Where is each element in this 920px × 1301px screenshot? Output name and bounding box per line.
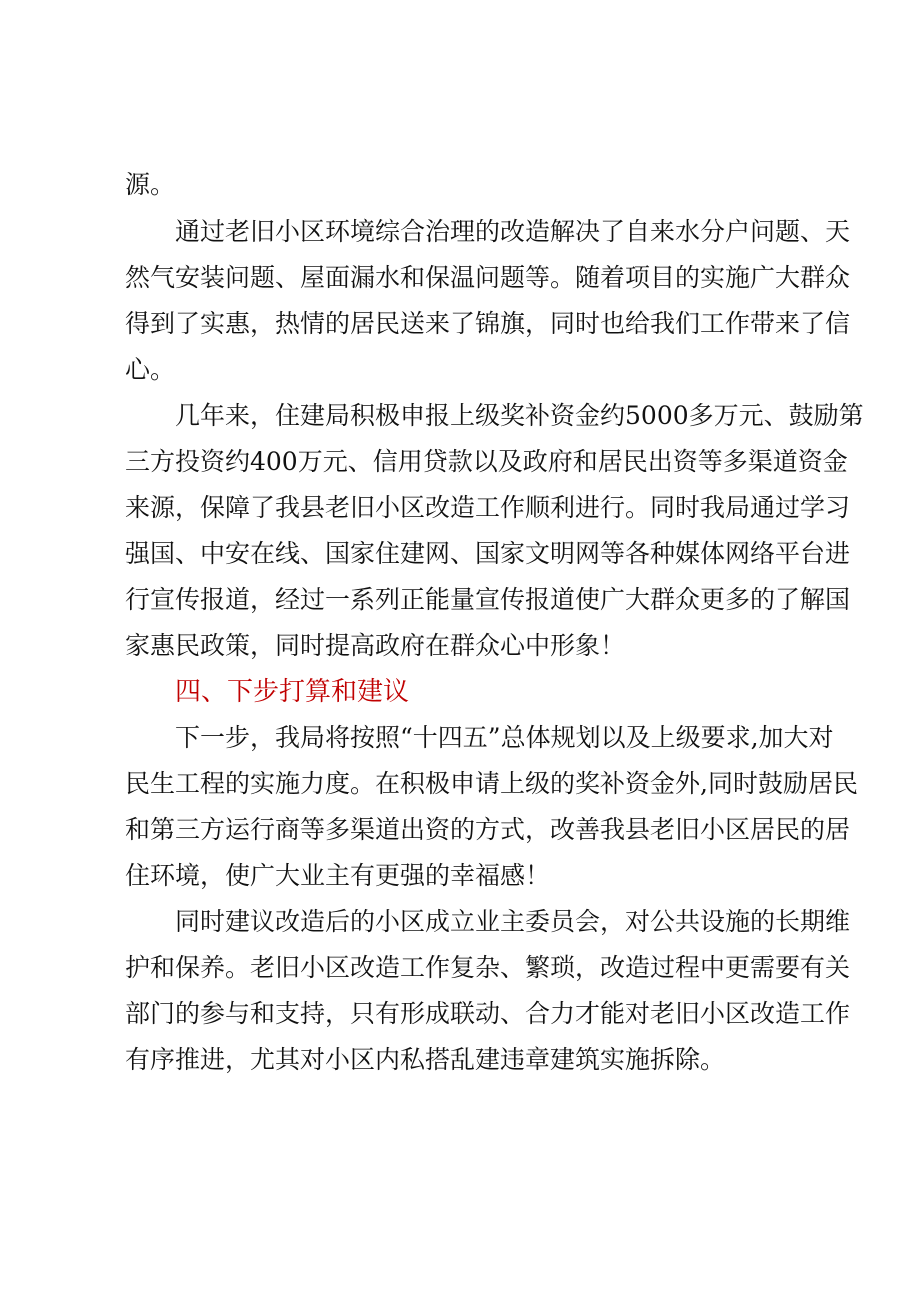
paragraph-line: 强国、中安在线、国家住建网、国家文明网等各种媒体网络平台进 (125, 539, 851, 568)
paragraph-line: 住环境，使广大业主有更强的幸福感！ (125, 861, 551, 890)
paragraph-line: 下一步，我局将按照“十四五”总体规划以及上级要求,加大对 (175, 723, 834, 752)
paragraph-line: 然气安装问题、屋面漏水和保温问题等。随着项目的实施广大群众 (125, 263, 851, 292)
paragraph-line: 和第三方运行商等多渠道出资的方式，改善我县老旧小区居民的居 (125, 815, 851, 844)
paragraph-line: 同时建议改造后的小区成立业主委员会，对公共设施的长期维 (175, 907, 851, 936)
paragraph-line: 几年来，住建局积极申报上级奖补资金约5000多万元、鼓励第 (175, 401, 864, 430)
paragraph-line: 来源，保障了我县老旧小区改造工作顺利进行。同时我局通过学习 (125, 493, 851, 522)
section-heading: 四、下步打算和建议 (175, 677, 410, 707)
paragraph-line: 源。 (125, 170, 176, 199)
paragraph-line: 三方投资约400万元、信用贷款以及政府和居民出资等多渠道资金 (125, 447, 848, 476)
paragraph-line: 护和保养。老旧小区改造工作复杂、繁琐，改造过程中更需要有关 (125, 953, 851, 982)
paragraph-line: 民生工程的实施力度。在积极申请上级的奖补资金外,同时鼓励居民 (125, 769, 858, 798)
paragraph-line: 通过老旧小区环境综合治理的改造解决了自来水分户问题、天 (175, 217, 851, 246)
paragraph-line: 得到了实惠，热情的居民送来了锦旗，同时也给我们工作带来了信 (125, 309, 851, 338)
paragraph-line: 有序推进，尤其对小区内私搭乱建违章建筑实施拆除。 (125, 1045, 726, 1074)
paragraph-line: 部门的参与和支持，只有形成联动、合力才能对老旧小区改造工作 (125, 999, 851, 1028)
paragraph-line: 心。 (125, 355, 176, 384)
paragraph-line: 行宣传报道，经过一系列正能量宣传报道使广大群众更多的了解国 (125, 585, 851, 614)
paragraph-line: 家惠民政策，同时提高政府在群众心中形象！ (125, 631, 626, 660)
